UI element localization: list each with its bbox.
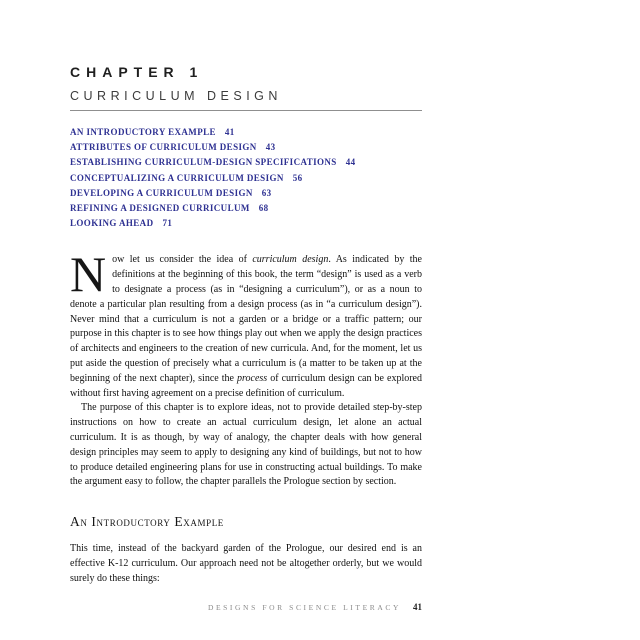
- toc-entry: [70, 140, 422, 155]
- toc-entry: [70, 186, 422, 201]
- paragraph-intro: [70, 246, 422, 401]
- toc-entry-page: 71: [162, 218, 173, 229]
- chapter-toc: [70, 125, 422, 231]
- paragraph-purpose: The purpose of this chapter is to explore ideas, not to provide detailed step-by-step instructions on how to create an actual curriculum design, let alone an actual curriculum. It is as though, by way of analogy, the chapter deals with how general design principles may seem to apply to designing any kind of buildings, but not to how to produce detailed engineering plans for use in constructing actual buildings. To make the argument easy to follow, the chapter parallels the Prologue section by section.: [70, 402, 422, 488]
- toc-entry-label: AN INTRODUCTORY EXAMPLE: [70, 127, 216, 137]
- heading-rule: [70, 110, 422, 111]
- toc-entry-page: 68: [258, 203, 269, 214]
- chapter-label: CHAPTER 1: [70, 64, 204, 80]
- paragraph-intro-text: ow let us consider the idea of curriculum design. As indicated by the definitions at the beginning of this book, the term “design” is used as a verb to designate a process (as in “designing a curriculum”), or as a noun to denote a particular plan resulting from a design process (as in “a curriculum design”). Never mind that a curriculum is not a garden or a bridge or a traffic pattern; our purpose in this chapter is to see how things play out when we apply the design practices of architects and engineers to the creation of new curricula. And, for the moment, let us put aside the question of precisely what a curriculum is (a matter to be taken up at the beginning of the next chapter), since the process of curriculum design can be explored without first having agreement on a precise definition of curriculum.: [70, 254, 422, 399]
- toc-entry: [70, 171, 422, 186]
- toc-entry-label: DEVELOPING A CURRICULUM DESIGN: [70, 187, 253, 198]
- page-footer: [70, 597, 422, 615]
- toc-entry: [70, 201, 422, 216]
- toc-entry-page: 44: [345, 157, 356, 168]
- toc-entry-label: ESTABLISHING CURRICULUM-DESIGN SPECIFICATIONS: [70, 157, 337, 168]
- toc-entry: [70, 125, 422, 140]
- toc-entry: [70, 155, 422, 170]
- toc-entry-label: REFINING A DESIGNED CURRICULUM: [70, 203, 250, 214]
- toc-entry: [70, 216, 422, 231]
- toc-entry-label: LOOKING AHEAD: [70, 218, 154, 229]
- drop-cap: N: [70, 246, 107, 303]
- toc-entry-page: 56: [292, 172, 303, 183]
- toc-entry-page: 43: [265, 142, 276, 153]
- toc-entry-page: 41: [224, 127, 235, 137]
- toc-entry-label: CONCEPTUALIZING A CURRICULUM DESIGN: [70, 172, 284, 183]
- section-heading: An Introductory Example: [70, 514, 224, 530]
- paragraph-example: This time, instead of the backyard garden of the Prologue, our desired end is an effective K-12 curriculum. Our approach need not be altogether orderly, but we would surely do these things:: [70, 543, 422, 584]
- page-content: [70, 64, 422, 587]
- footer-page-number: 41: [413, 602, 422, 612]
- toc-entry-label: ATTRIBUTES OF CURRICULUM DESIGN: [70, 142, 257, 153]
- chapter-title: CURRICULUM DESIGN: [70, 89, 282, 103]
- footer-book-title: DESIGNS FOR SCIENCE LITERACY: [207, 603, 401, 612]
- toc-entry-page: 63: [261, 187, 272, 198]
